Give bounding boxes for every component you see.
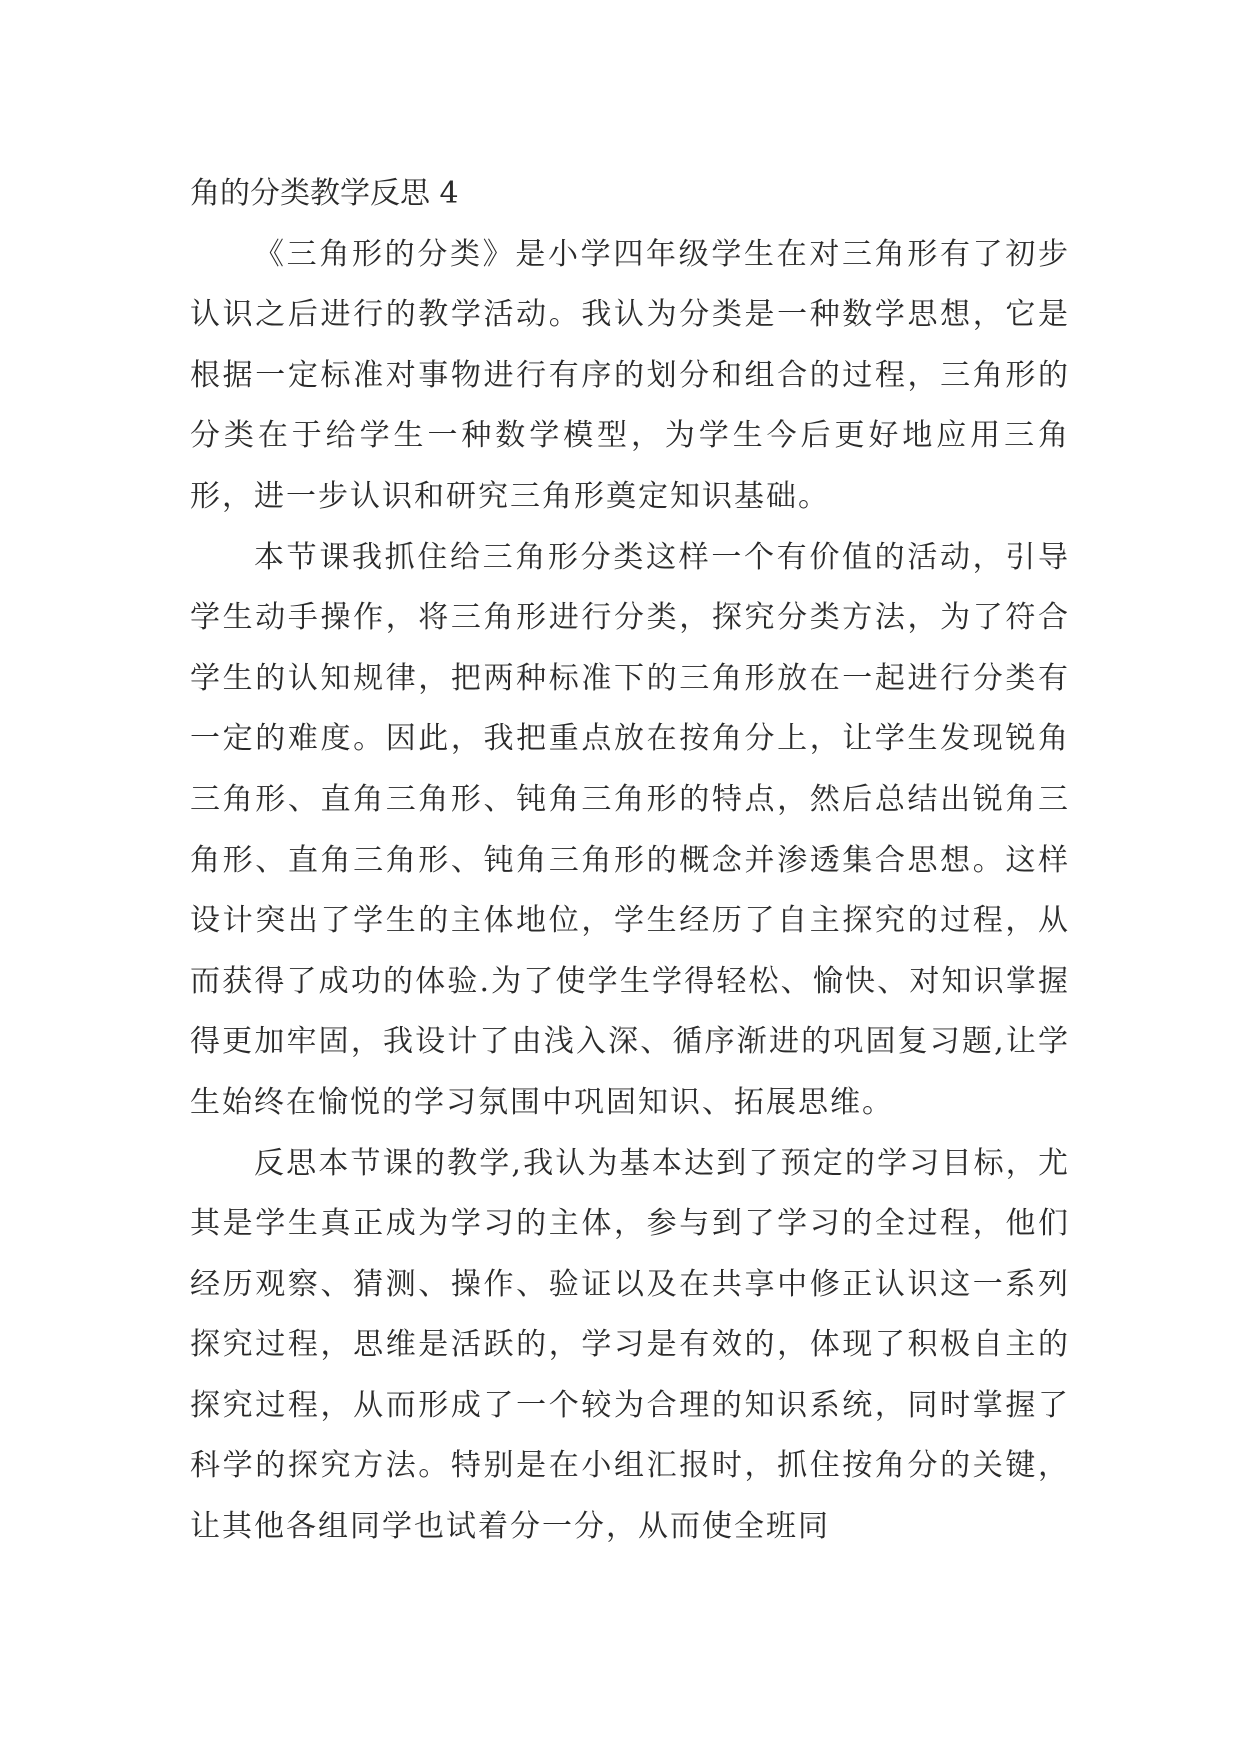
paragraph-3: 反思本节课的教学,我认为基本达到了预定的学习目标，尤其是学生真正成为学习的主体，参与到了学习的全过程，他们经历观察、猜测、操作、验证以及在共享中修正认识这一系列探究过程，思维是活跃的，学习是有效的，体现了积极自主的探究过程，从而形成了一个较为合理的知识系统，同时掌握了科学的探究方法。特别是在小组汇报时，抓住按角分的关键，让其他各组同学也试着分一分，从而使全班同 bbox=[190, 1145, 1070, 1545]
document-body bbox=[190, 164, 1070, 1558]
paragraph-2: 本节课我抓住给三角形分类这样一个有价值的活动，引导学生动手操作，将三角形进行分类，探究分类方法，为了符合学生的认知规律，把两种标准下的三角形放在一起进行分类有一定的难度。因此，我把重点放在按角分上，让学生发现锐角三角形、直角三角形、钝角三角形的特点，然后总结出锐角三角形、直角三角形、钝角三角形的概念并渗透集合思想。这样设计突出了学生的主体地位，学生经历了自主探究的过程，从而获得了成功的体验.为了使学生学得轻松、愉快、对知识掌握得更加牢固，我设计了由浅入深、循序渐进的巩固复习题,让学生始终在愉悦的学习氛围中巩固知识、拓展思维。 bbox=[190, 539, 1070, 1120]
paragraph-1: 《三角形的分类》是小学四年级学生在对三角形有了初步认识之后进行的教学活动。我认为分类是一种数学思想，它是根据一定标准对事物进行有序的划分和组合的过程，三角形的分类在于给学生一种数学模型，为学生今后更好地应用三角形，进一步认识和研究三角形奠定知识基础。 bbox=[190, 236, 1070, 514]
document-title: 角的分类教学反思 4 bbox=[190, 176, 459, 211]
